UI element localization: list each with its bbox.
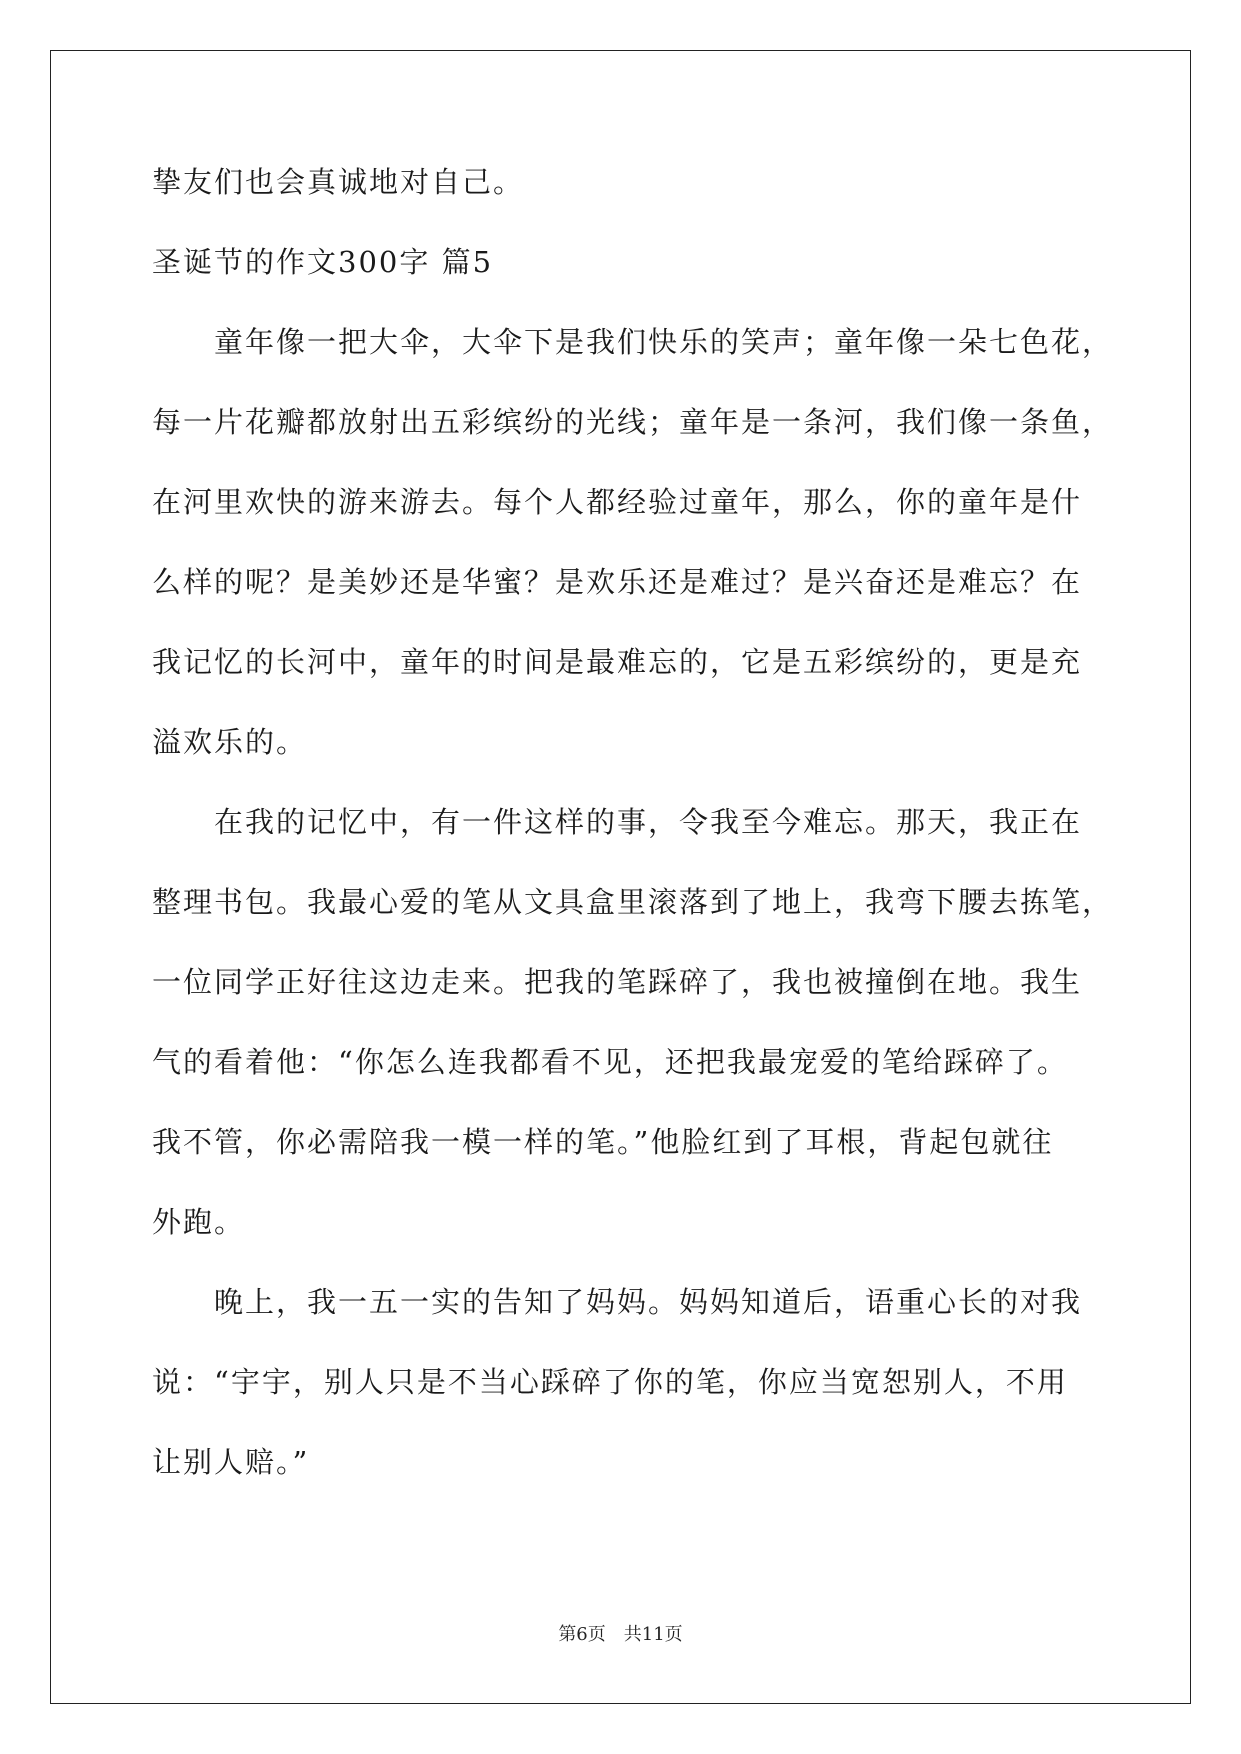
text-line: 晚上，我一五一实的告知了妈妈。妈妈知道后，语重心长的对我 xyxy=(152,1285,1083,1319)
page-number-footer: 第6页 共11页 xyxy=(558,1624,683,1645)
text-line: 整理书包。我最心爱的笔从文具盒里滚落到了地上，我弯下腰去拣笔， xyxy=(152,885,1114,919)
text-line: 在我的记忆中，有一件这样的事，令我至今难忘。那天，我正在 xyxy=(152,805,1083,839)
text-line: 我记忆的长河中，童年的时间是最难忘的，它是五彩缤纷的，更是充 xyxy=(152,645,1083,679)
text-line: 气的看着他：“你怎么连我都看不见，还把我最宠爱的笔给踩碎了。 xyxy=(152,1045,1068,1079)
text-line: 每一片花瓣都放射出五彩缤纷的光线；童年是一条河，我们像一条鱼， xyxy=(152,405,1114,439)
text-line: 让别人赔。” xyxy=(152,1445,310,1479)
text-line: 说：“宇宇，别人只是不当心踩碎了你的笔，你应当宽恕别人，不用 xyxy=(152,1365,1068,1399)
text-line: 童年像一把大伞，大伞下是我们快乐的笑声；童年像一朵七色花， xyxy=(152,325,1114,359)
section-heading: 圣诞节的作文300字 篇5 xyxy=(152,245,494,279)
text-line: 一位同学正好往这边走来。把我的笔踩碎了，我也被撞倒在地。我生 xyxy=(152,965,1083,999)
text-line: 溢欢乐的。 xyxy=(152,725,308,759)
text-line: 么样的呢？是美妙还是华蜜？是欢乐还是难过？是兴奋还是难忘？在 xyxy=(152,565,1083,599)
text-line: 挚友们也会真诚地对自己。 xyxy=(152,165,525,199)
text-line: 外跑。 xyxy=(152,1205,246,1239)
text-line: 在河里欢快的游来游去。每个人都经验过童年，那么，你的童年是什 xyxy=(152,485,1083,519)
text-line: 我不管，你必需陪我一模一样的笔。”他脸红到了耳根，背起包就往 xyxy=(152,1125,1054,1159)
